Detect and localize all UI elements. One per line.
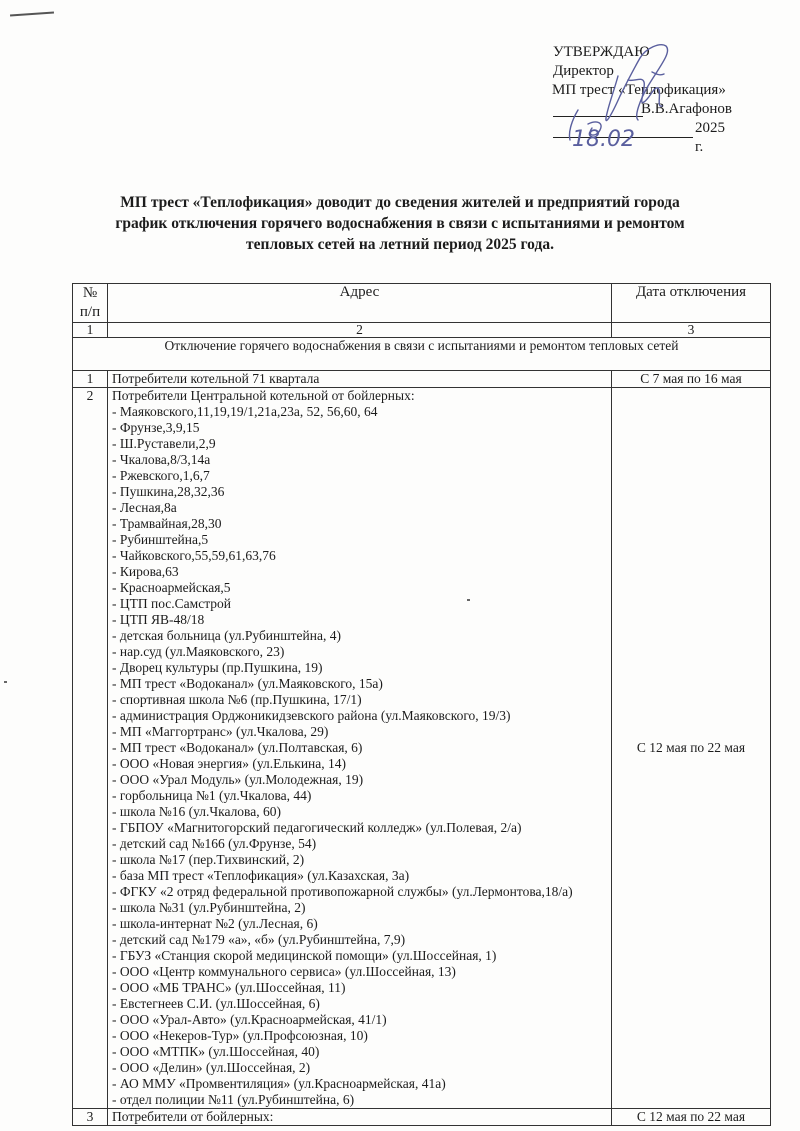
table-row xyxy=(73,371,771,388)
approval-position: Директор xyxy=(553,63,614,79)
column-number: 3 xyxy=(612,323,771,338)
address-list-item: - школа-интернат №2 (ул.Лесная, 6) xyxy=(112,916,318,931)
column-number: 2 xyxy=(108,323,612,338)
address-list-item: - администрация Орджоникидзевского района (ул.Маяковского, 19/3) xyxy=(112,708,511,723)
scan-mark xyxy=(10,11,54,16)
section-row xyxy=(73,338,771,371)
address-list-item: - Пушкина,28,32,36 xyxy=(112,484,225,499)
address-list-item: - Рубинштейна,5 xyxy=(112,532,209,547)
row-num: 2 xyxy=(73,388,108,1109)
address-list-item: - ООО «Центр коммунального сервиса» (ул.Шоссейная, 13) xyxy=(112,964,456,979)
approval-organization: МП трест «Теплофикация» xyxy=(552,82,726,98)
address-list-item: - ЦТП пос.Самстрой xyxy=(112,596,231,611)
address-list-item: - Красноармейская,5 xyxy=(112,580,231,595)
row-address xyxy=(108,388,612,1109)
address-list-item: - ФГКУ «2 отряд федеральной противопожарной службы» (ул.Лермонтова,18/а) xyxy=(112,884,573,899)
handwritten-signature xyxy=(548,36,698,156)
row-date: С 7 мая по 16 мая xyxy=(612,371,771,388)
address-list-item: - Ржевского,1,6,7 xyxy=(112,468,210,483)
address-list-item: - нар.суд (ул.Маяковского, 23) xyxy=(112,644,285,659)
address-list-item: - Ш.Руставели,2,9 xyxy=(112,436,216,451)
row-address: Потребители от бойлерных: xyxy=(108,1109,612,1126)
address-list-item: - Дворец культуры (пр.Пушкина, 19) xyxy=(112,660,323,675)
address-list-item: - ООО «МБ ТРАНС» (ул.Шоссейная, 11) xyxy=(112,980,346,995)
address-list-item: - школа №17 (пер.Тихвинский, 2) xyxy=(112,852,305,867)
row-date: С 12 мая по 22 мая xyxy=(612,1109,771,1126)
row-num: 1 xyxy=(73,371,108,388)
address-list xyxy=(112,404,607,1108)
header-address: Адрес xyxy=(108,284,612,323)
column-number: 1 xyxy=(73,323,108,338)
row-num: 3 xyxy=(73,1109,108,1126)
address-list-item: - Чкалова,8/3,14а xyxy=(112,452,211,467)
scan-dot xyxy=(4,681,7,683)
address-list-item: - ООО «Делин» (ул.Шоссейная, 2) xyxy=(112,1060,311,1075)
address-list-item: - Фрунзе,3,9,15 xyxy=(112,420,200,435)
address-list-item: - школа №16 (ул.Чкалова, 60) xyxy=(112,804,281,819)
row-date: С 12 мая по 22 мая xyxy=(612,388,771,1109)
address-list-item: - ГБПОУ «Магнитогорский педагогический колледж» (ул.Полевая, 2/а) xyxy=(112,820,522,835)
handwritten-date: 18.02 xyxy=(572,127,635,152)
header-date: Дата отключения xyxy=(612,284,771,323)
approval-approve: УТВЕРЖДАЮ xyxy=(553,44,650,60)
row-address: Потребители котельной 71 квартала xyxy=(108,371,612,388)
address-list-item: - Маяковского,11,19,19/1,21а,23а, 52, 56,60, 64 xyxy=(112,404,378,419)
address-list-item: - Трамвайная,28,30 xyxy=(112,516,222,531)
section-title: Отключение горячего водоснабжения в связи с испытаниями и ремонтом тепловых сетей xyxy=(73,338,771,371)
address-list-item: - детская больница (ул.Рубинштейна, 4) xyxy=(112,628,341,643)
table-row xyxy=(73,388,771,1109)
address-list-item: - детский сад №166 (ул.Фрунзе, 54) xyxy=(112,836,317,851)
address-list-item: - детский сад №179 «а», «б» (ул.Рубинштейна, 7,9) xyxy=(112,932,406,947)
address-list-item: - ООО «Урал Модуль» (ул.Молодежная, 19) xyxy=(112,772,364,787)
address-list-item: - Чайковского,55,59,61,63,76 xyxy=(112,548,276,563)
address-list-item: - ЦТП ЯВ-48/18 xyxy=(112,612,205,627)
table-row xyxy=(73,1109,771,1126)
address-list-item: - ООО «Новая энергия» (ул.Елькина, 14) xyxy=(112,756,347,771)
address-list-item: - Кирова,63 xyxy=(112,564,179,579)
address-list-item: - ГБУЗ «Станция скорой медицинской помощи» (ул.Шоссейная, 1) xyxy=(112,948,497,963)
address-list-item: - отдел полиции №11 (ул.Рубинштейна, 6) xyxy=(112,1092,355,1107)
row-address-title: Потребители Центральной котельной от бойлерных: xyxy=(112,388,415,403)
address-list-item: - ООО «Урал-Авто» (ул.Красноармейская, 41/1) xyxy=(112,1012,387,1027)
address-list-item: - спортивная школа №6 (пр.Пушкина, 17/1) xyxy=(112,692,362,707)
page-title: МП трест «Теплофикация» доводит до сведения жителей и предприятий города график отключения горячего водоснабжения в связи с испытаниями и ремонтом тепловых сетей на летний период 2025 года. xyxy=(115,194,685,253)
table-header-row xyxy=(73,284,771,323)
shutdown-schedule-table xyxy=(72,283,771,1126)
address-list-item: - МП «Маггортранс» (ул.Чкалова, 29) xyxy=(112,724,329,739)
address-list-item: - школа №31 (ул.Рубинштейна, 2) xyxy=(112,900,306,915)
column-number-row xyxy=(73,323,771,338)
address-list-item: - АО ММУ «Промвентиляция» (ул.Красноармейская, 41а) xyxy=(112,1076,446,1091)
address-list-item: - горбольница №1 (ул.Чкалова, 44) xyxy=(112,788,312,803)
address-list-item: - Евстегнеев С.И. (ул.Шоссейная, 6) xyxy=(112,996,320,1011)
header-num: № п/п xyxy=(73,284,108,323)
address-list-item: - ООО «Некеров-Тур» (ул.Профсоюзная, 10) xyxy=(112,1028,368,1043)
address-list-item: - база МП трест «Теплофикация» (ул.Казахская, 3а) xyxy=(112,868,410,883)
address-list-item: - ООО «МТПК» (ул.Шоссейная, 40) xyxy=(112,1044,320,1059)
address-list-item: - МП трест «Водоканал» (ул.Полтавская, 6) xyxy=(112,740,363,755)
address-list-item: - МП трест «Водоканал» (ул.Маяковского, 15а) xyxy=(112,676,383,691)
approval-year: 2025 г. xyxy=(695,120,725,155)
address-list-item: - Лесная,8а xyxy=(112,500,177,515)
approval-name: В.В.Агафонов xyxy=(641,101,732,117)
